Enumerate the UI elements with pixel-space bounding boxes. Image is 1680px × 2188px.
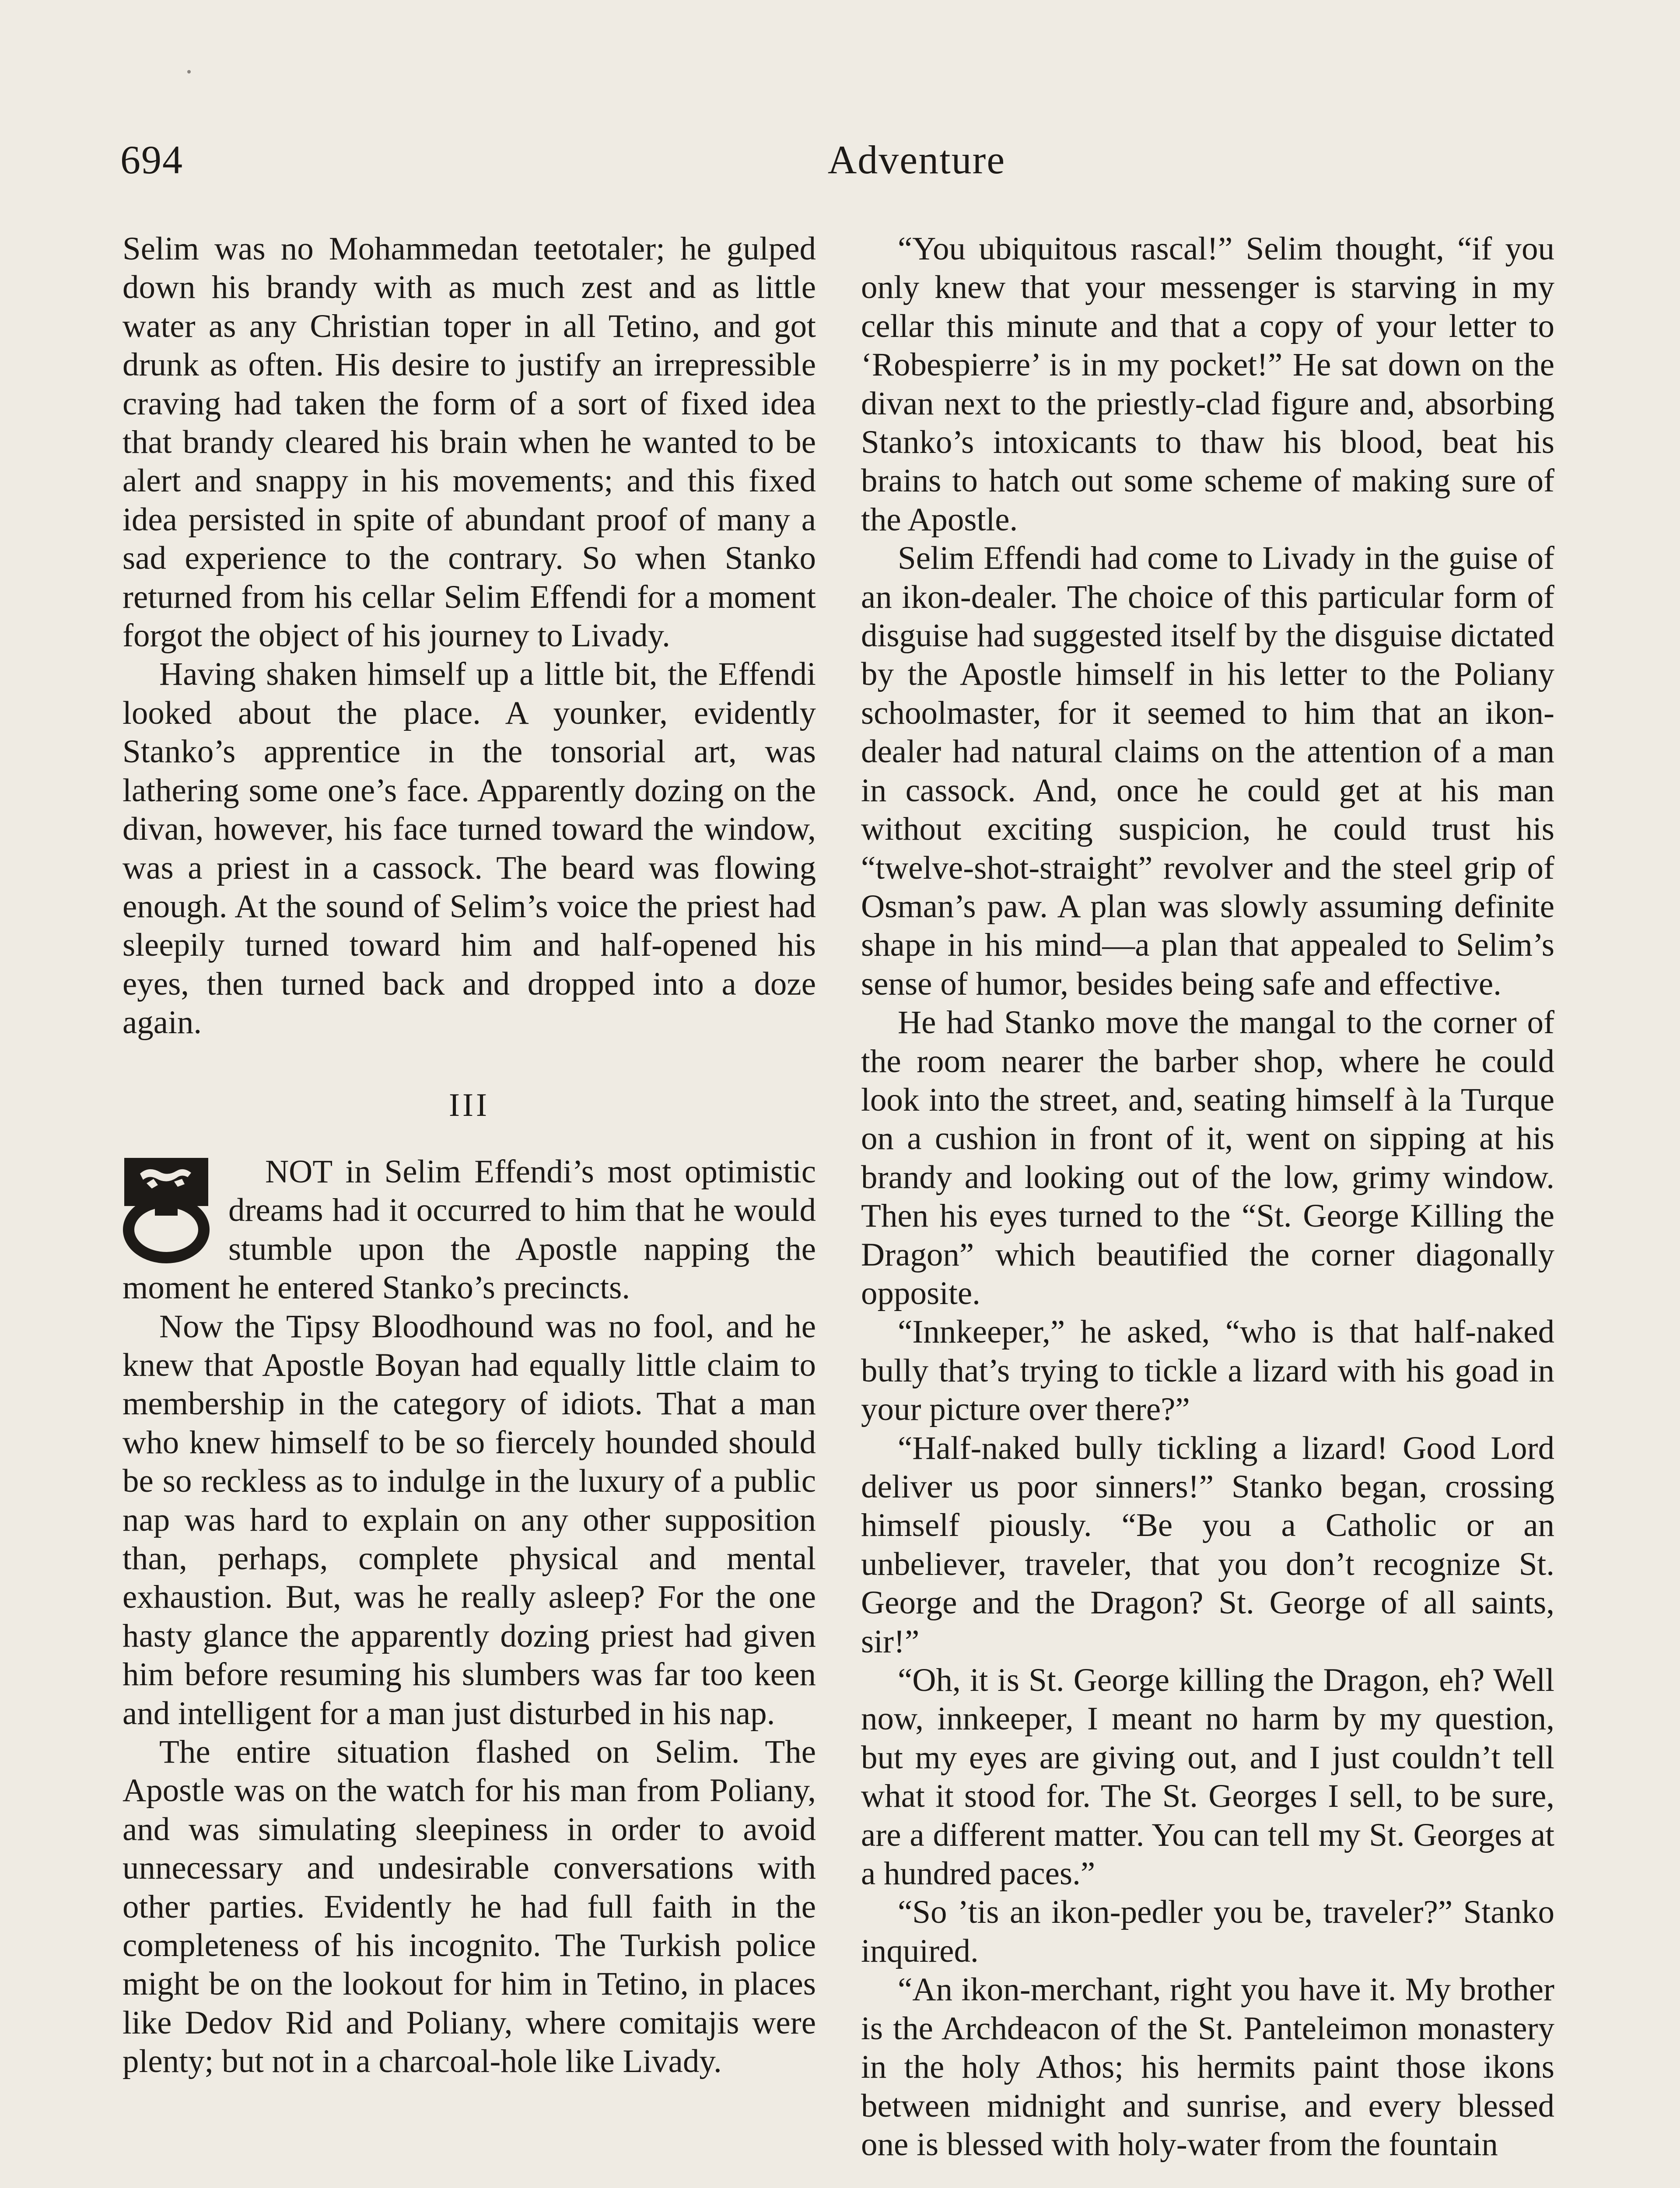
paper-speck bbox=[187, 70, 191, 74]
running-title: Adventure bbox=[827, 137, 1006, 182]
paragraph: “So ’tis an ikon-pedler you be, traveler?” Stanko inquired. bbox=[861, 1894, 1554, 1969]
paragraph: “Innkeeper,” he asked, “who is that half-naked bully that’s trying to tickle a lizard with his goad in your picture over there?” bbox=[861, 1314, 1554, 1428]
page-header bbox=[120, 131, 1560, 188]
paragraph: Selim Effendi had come to Livady in the guise of an ikon-dealer. The choice of this particular form of disguise had suggested itself by the disguise dictated by the Apostle himself in his letter to the Poliany schoolmaster, for it seemed to him that an ikon-dealer had natural claims on the attention of a man in cassock. And, once he could get at his man without exciting suspicion, he could trust his “twelve-shot-straight” revolver and the steel grip of Osman’s paw. A plan was slowly assuming definite shape in his mind—a plan that appealed to Selim’s sense of humor, besides being safe and effective. bbox=[861, 540, 1554, 1002]
section-heading: III bbox=[449, 1087, 490, 1123]
dropcap-i-ornament bbox=[122, 1156, 210, 1263]
paragraph: “An ikon-merchant, right you have it. My brother is the Archdeacon of the St. Panteleimon monastery in the holy Athos; his hermits paint those ikons between midnight and sunrise, and every blessed one is blessed with holy-water from the fountain bbox=[861, 1971, 1554, 2163]
paragraph: Having shaken himself up a little bit, the Effendi looked about the place. A younker, evidently Stanko’s apprentice in the tonsorial art, was lathering some one’s face. Apparently dozing on the divan, however, his face turned toward the window, was a priest in a cassock. The beard was flowing enough. At the sound of Selim’s voice the priest had sleepily turned toward him and half-opened his eyes, then turned back and dropped into a doze again. bbox=[122, 656, 816, 1041]
paragraph: The entire situation flashed on Selim. The Apostle was on the watch for his man from Poliany, and was simulating sleepiness in order to avoid unnecessary and undesirable conversations with other parties. Evidently he had full faith in the completeness of his incognito. The Turkish police might be on the lookout for him in Tetino, in places like Dedov Rid and Poliany, where comitajis were plenty; but not in a charcoal-hole like Livady. bbox=[122, 1734, 816, 2080]
dropcap-paragraph bbox=[122, 1153, 816, 1308]
paragraph: “Half-naked bully tickling a lizard! Good Lord deliver us poor sinners!” Stanko began, crossing himself piously. “Be you a Catholic or an unbeliever, traveler, that you don’t recognize St. George and the Dragon? St. George of all saints, sir!” bbox=[861, 1430, 1554, 1660]
paragraph: “You ubiquitous rascal!” Selim thought, “if you only knew that your messenger is starving in my cellar this minute and that a copy of your letter to ‘Robespierre’ is in my pocket!” He sat down on the divan next to the priestly-clad figure and, absorbing Stanko’s intoxicants to thaw his blood, beat his brains to hatch out some scheme of making sure of the Apostle. bbox=[861, 231, 1554, 538]
paragraph-text: NOT in Selim Effendi’s most optimistic dreams had it occurred to him that he would stumble upon the Apostle napping the moment he entered Stanko’s precincts. bbox=[122, 1153, 816, 1306]
paragraph: Now the Tipsy Bloodhound was no fool, and he knew that Apostle Boyan had equally little claim to membership in the category of idiots. That a man who knew himself to be so fiercely hounded should be so reckless as to indulge in the luxury of a public nap was hard to explain on any other supposition than, perhaps, complete physical and mental exhaustion. But, was he really asleep? For the one hasty glance the apparently dozing priest had given him before resuming his slumbers was far too keen and intelligent for a man just disturbed in his nap. bbox=[122, 1308, 816, 1732]
right-column bbox=[861, 230, 1554, 2164]
paragraph: “Oh, it is St. George killing the Dragon, eh? Well now, innkeeper, I meant no harm by my question, but my eyes are giving out, and I just couldn’t tell what it stood for. The St. Georges I sell, to be sure, are a different matter. You can tell my St. Georges at a hundred paces.” bbox=[861, 1662, 1554, 1892]
paragraph: He had Stanko move the mangal to the corner of the room nearer the barber shop, where he could look into the street, and, seating himself à la Turque on a cushion in front of it, went on sipping at his brandy and looking out of the low, grimy window. Then his eyes turned to the “St. George Killing the Dragon” which beautified the corner diagonally opposite. bbox=[861, 1004, 1554, 1311]
left-column bbox=[122, 230, 816, 2081]
paragraph: Selim was no Mohammedan teetotaler; he gulped down his brandy with as much zest and as little water as any Christian toper in all Tetino, and got drunk as often. His desire to justify an irrepressible craving had taken the form of a sort of fixed idea that brandy cleared his brain when he wanted to be alert and snappy in his movements; and this fixed idea persisted in spite of abundant proof of many a sad experience to the contrary. So when Stanko returned from his cellar Selim Effendi for a moment forgot the object of his journey to Livady. bbox=[122, 231, 816, 654]
page-number: 694 bbox=[120, 137, 183, 182]
